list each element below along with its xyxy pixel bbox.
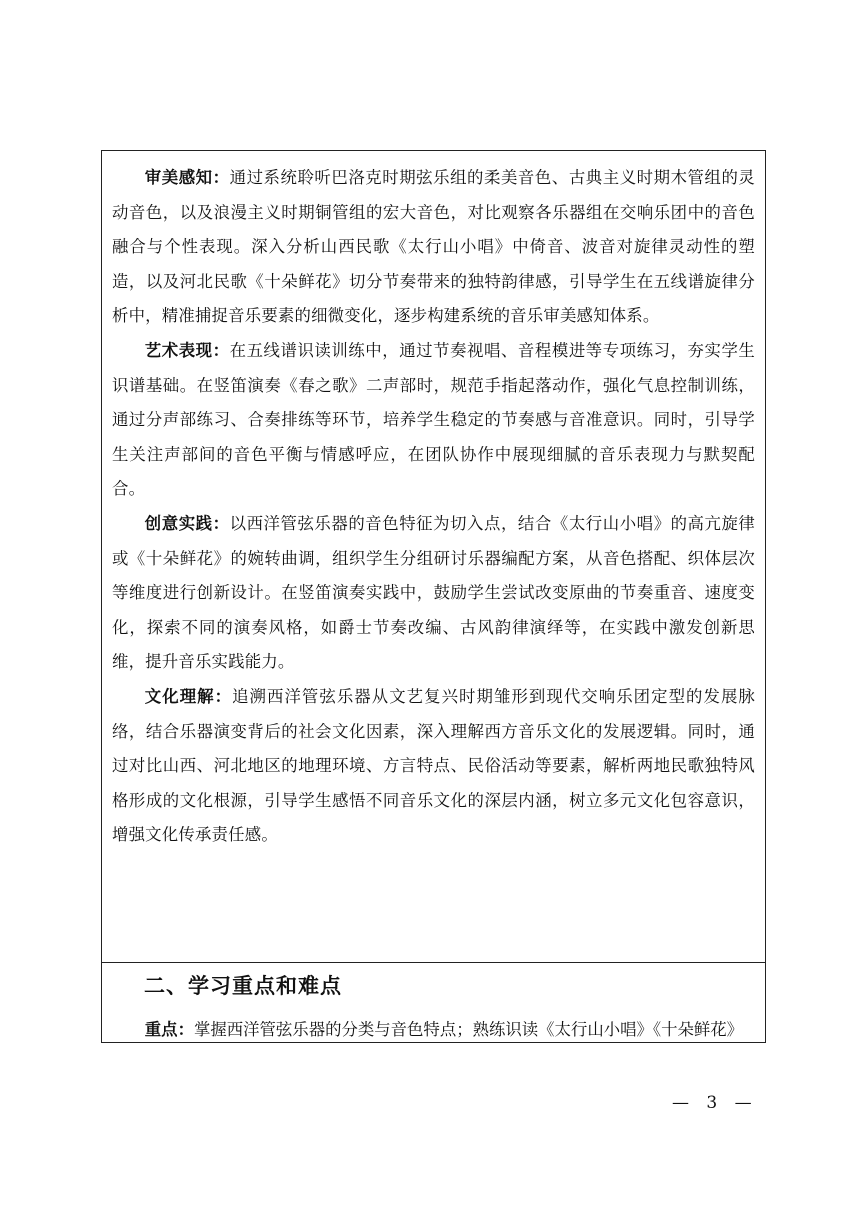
paragraph-aesthetic-perception	[112, 161, 755, 334]
paragraph-lead: 艺术表现：	[144, 340, 230, 360]
paragraph-lead: 重点：	[144, 1020, 194, 1039]
paragraph-text: 掌握西洋管弦乐器的分类与音色特点；熟练识读《太行山小唱》《十朵鲜花》	[193, 1020, 744, 1039]
paragraph-lead: 创意实践：	[144, 513, 230, 533]
paragraph-lead: 文化理解：	[144, 686, 233, 706]
paragraph-text: 在五线谱识读训练中，通过节奏视唱、音程模进等专项练习，夯实学生识谱基础。在竖笛演奏《春之歌》二声部时，规范手指起落动作，强化气息控制训练，通过分声部练习、合奏排练等环节，培养学生稳定的节奏感与音准意识。同时，引导学生关注声部间的音色平衡与情感呼应，在团队协作中展现细腻的音乐表现力与默契配合。	[112, 340, 756, 499]
page-number: — 3 —	[672, 1093, 758, 1113]
objectives-cell	[112, 161, 755, 853]
paragraph-text: 通过系统聆听巴洛克时期弦乐组的柔美音色、古典主义时期木管组的灵动音色，以及浪漫主义时期铜管组的宏大音色，对比观察各乐器组在交响乐团中的音色融合与个性表现。深入分析山西民歌《太行山小唱》中倚音、波音对旋律灵动性的塑造，以及河北民歌《十朵鲜花》切分节奏带来的独特韵律感，引导学生在五线谱旋律分析中，精准捕捉音乐要素的细微变化，逐步构建系统的音乐审美感知体系。	[112, 168, 756, 326]
content-table	[101, 150, 766, 1043]
key-points-cell	[112, 963, 755, 1048]
paragraph-artistic-expression	[112, 334, 755, 507]
paragraph-cultural-understanding	[112, 680, 755, 853]
paragraph-key-points	[112, 1013, 755, 1048]
paragraph-text: 追溯西洋管弦乐器从文艺复兴时期雏形到现代交响乐团定型的发展脉络，结合乐器演变背后的社会文化因素，深入理解西方音乐文化的发展逻辑。同时，通过对比山西、河北地区的地理环境、方言特点、民俗活动等要素，解析两地民歌独特风格形成的文化根源，引导学生感悟不同音乐文化的深层内涵，树立多元文化包容意识，增强文化传承责任感。	[112, 686, 755, 845]
section-heading: 二、学习重点和难点	[144, 974, 342, 998]
paragraph-creative-practice	[112, 507, 755, 680]
paragraph-text: 以西洋管弦乐器的音色特征为切入点，结合《太行山小唱》的高亢旋律或《十朵鲜花》的婉转曲调，组织学生分组研讨乐器编配方案，从音色搭配、织体层次等维度进行创新设计。在竖笛演奏实践中，鼓励学生尝试改变原曲的节奏重音、速度变化，探索不同的演奏风格，如爵士节奏改编、古风韵律演绎等，在实践中激发创新思维，提升音乐实践能力。	[112, 513, 756, 672]
paragraph-lead: 审美感知：	[144, 168, 230, 187]
